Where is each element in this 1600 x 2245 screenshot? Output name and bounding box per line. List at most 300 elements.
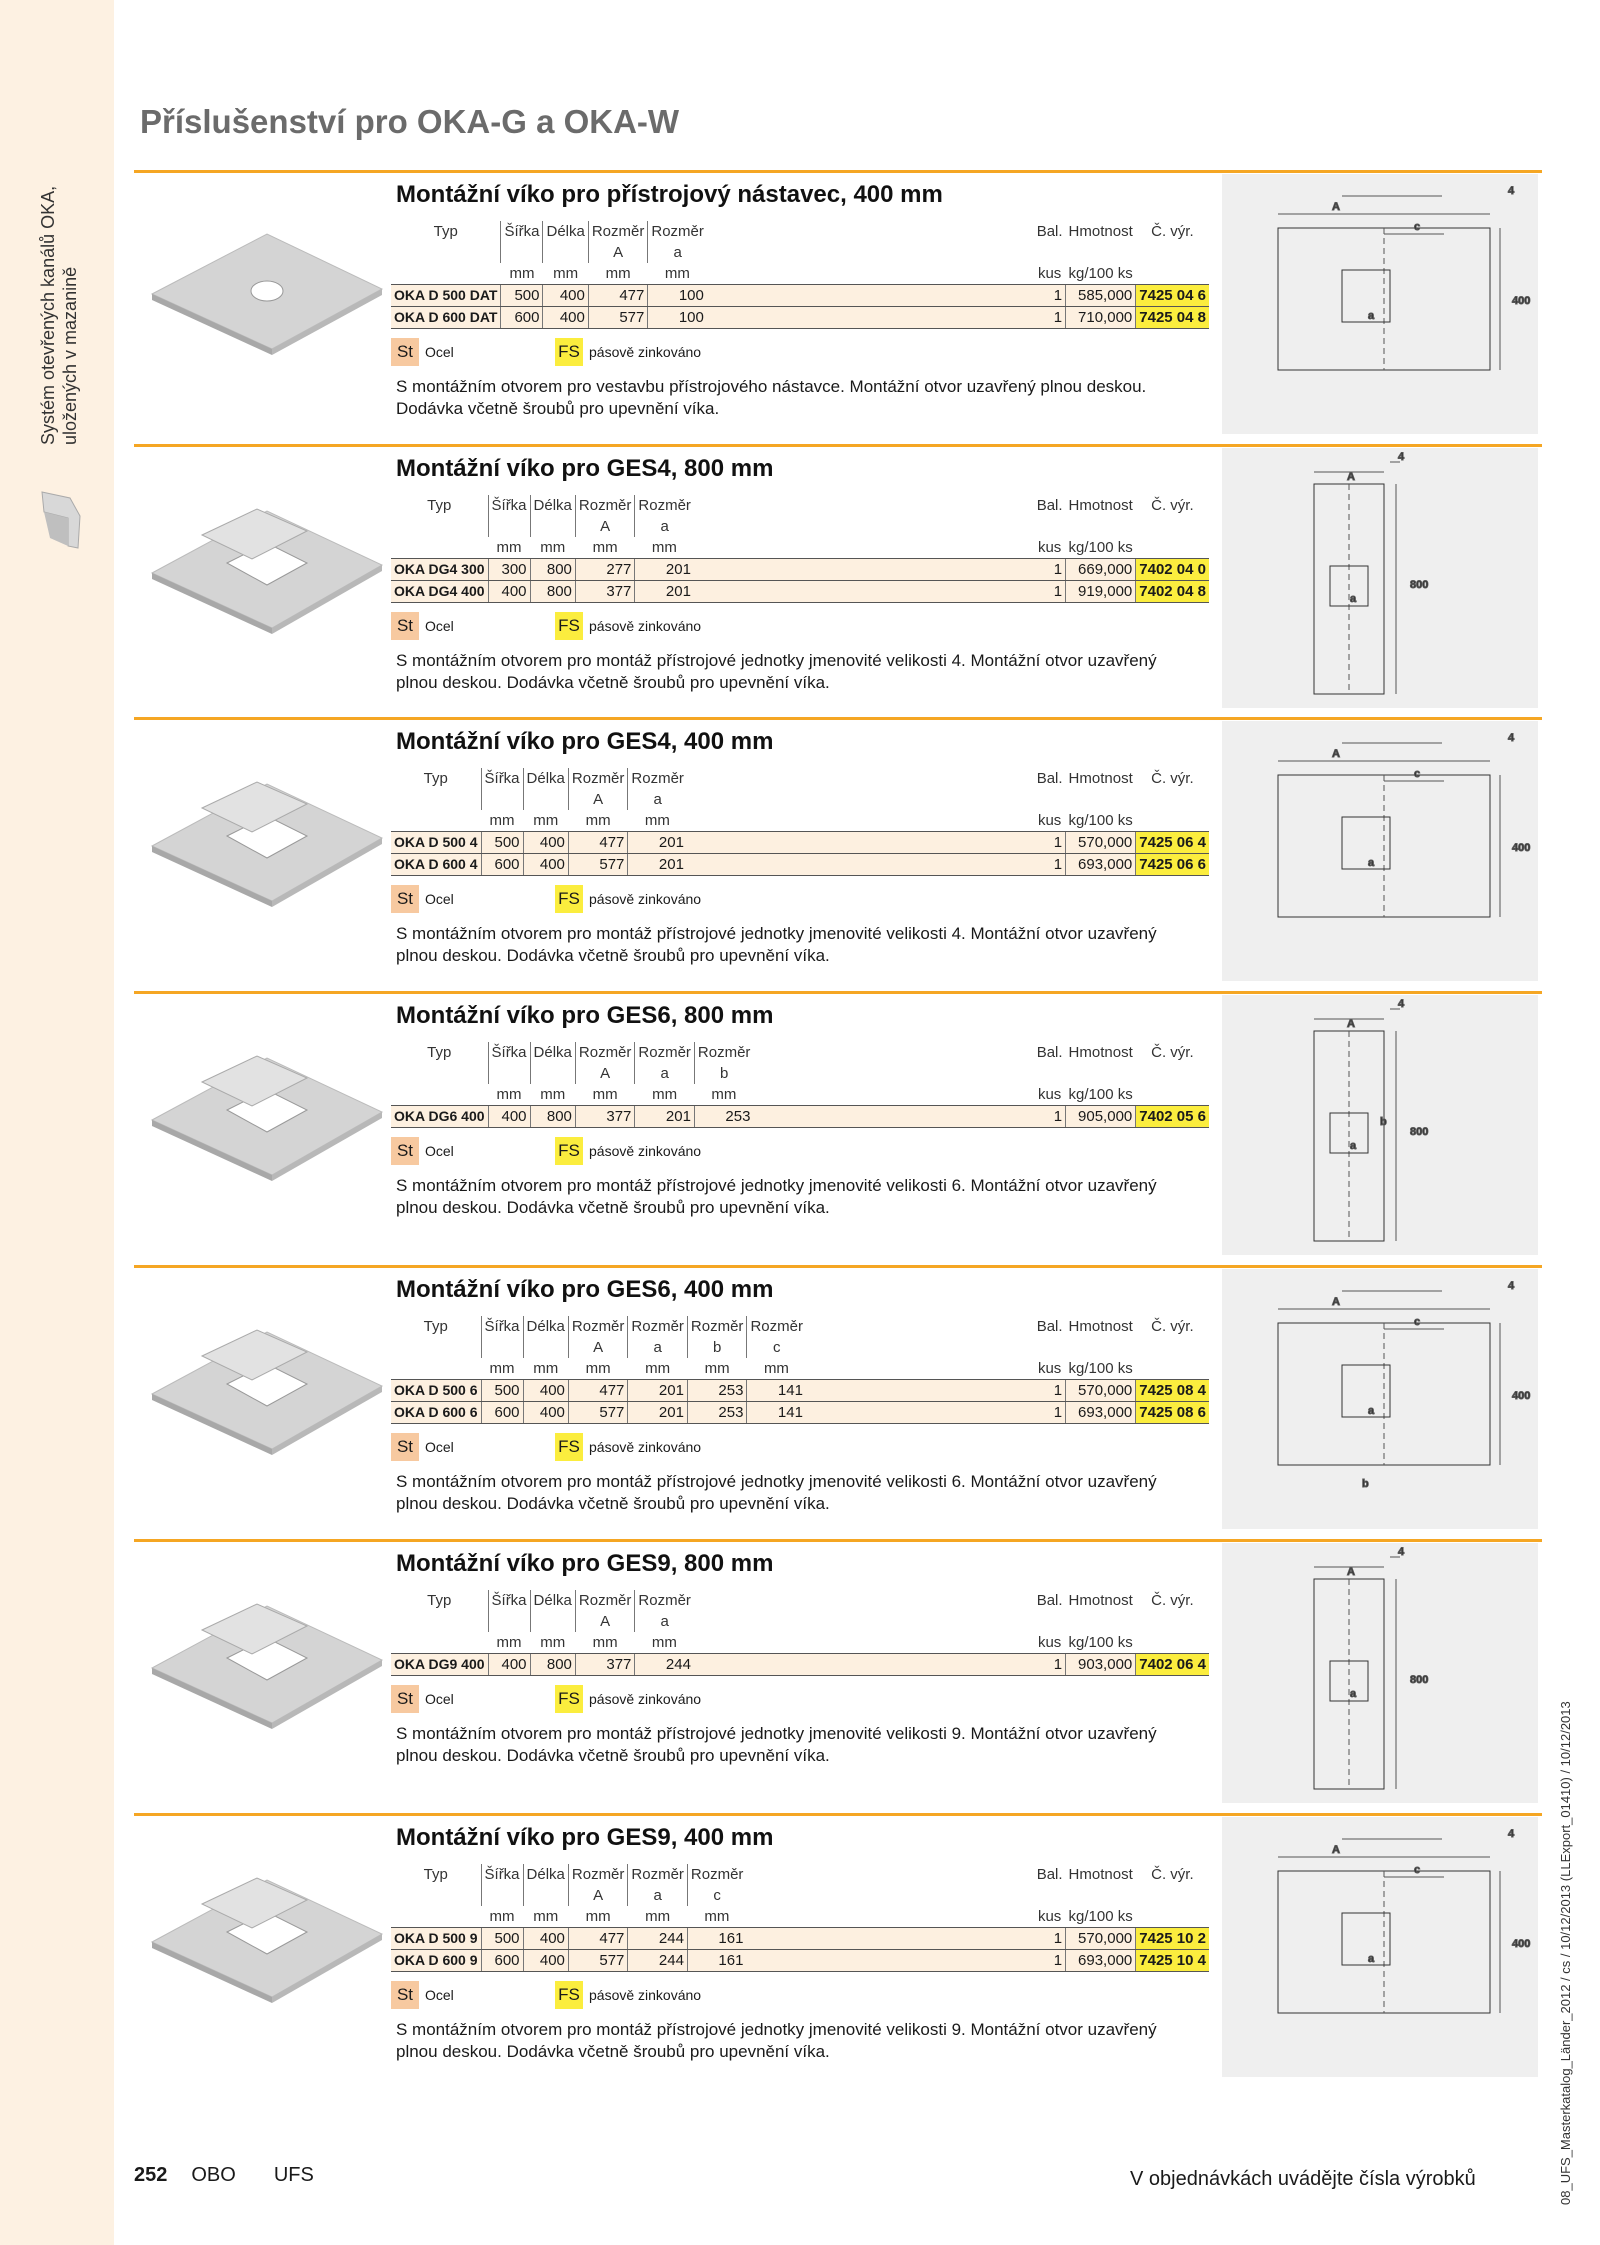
product-description: S montážním otvorem pro montáž přístrojové jednotky jmenovité velikosti 9. Montážní otvor uzavřený plnou deskou. Dodávka včetně šroubů pro upevnění víka. bbox=[396, 1724, 1157, 1765]
finish-code: FS bbox=[555, 885, 583, 913]
blank bbox=[1136, 1632, 1209, 1654]
oka-channel-icon bbox=[40, 488, 82, 552]
col-delka: Délka bbox=[523, 1316, 568, 1337]
blank bbox=[391, 1885, 481, 1906]
dimension-sketch bbox=[1222, 1269, 1538, 1529]
cell-article-number: 7425 04 8 bbox=[1136, 307, 1209, 329]
col-delka: Délka bbox=[543, 221, 588, 242]
unit-mm: mm bbox=[628, 1906, 688, 1928]
cell-dim: 244 bbox=[635, 1654, 694, 1676]
blank bbox=[391, 810, 481, 832]
col-hmotnost: Hmotnost bbox=[1068, 1318, 1133, 1335]
cell-sirka: 600 bbox=[481, 1950, 523, 1972]
table-row bbox=[391, 832, 1209, 854]
cell-dim: 100 bbox=[648, 285, 707, 307]
cell-delka: 400 bbox=[523, 832, 568, 854]
cell-delka: 800 bbox=[530, 559, 575, 581]
dim-letter: a bbox=[628, 1885, 688, 1906]
unit-kus: kus bbox=[1034, 1632, 1066, 1654]
product-section bbox=[134, 717, 1542, 988]
unit-mm: mm bbox=[628, 810, 687, 832]
dim-letter: a bbox=[635, 516, 694, 537]
product-table bbox=[391, 221, 1209, 329]
blank bbox=[1066, 1337, 1136, 1358]
cell-dim: 477 bbox=[568, 832, 628, 854]
cell-bal: 1 bbox=[1034, 581, 1066, 603]
product-section bbox=[134, 991, 1542, 1262]
blank bbox=[1136, 242, 1209, 263]
cell-hmotnost: 919,000 bbox=[1066, 581, 1136, 603]
blank bbox=[694, 537, 1034, 559]
cell-delka: 800 bbox=[530, 1654, 575, 1676]
table-header bbox=[391, 1042, 1209, 1063]
unit-mm: mm bbox=[588, 263, 648, 285]
product-description: S montážním otvorem pro montáž přístrojové jednotky jmenovité velikosti 9. Montážní otvor uzavřený plnou deskou. Dodávka včetně šroubů pro upevnění víka. bbox=[396, 2020, 1157, 2061]
section-title: Montážní víko pro GES9, 400 mm bbox=[396, 1824, 774, 1851]
product-description: S montážním otvorem pro montáž přístrojové jednotky jmenovité velikosti 4. Montážní otvor uzavřený plnou deskou. Dodávka včetně šroubů pro upevnění víka. bbox=[396, 651, 1157, 692]
cell-article-number: 7402 04 0 bbox=[1136, 559, 1209, 581]
drawing-dimension-label: 400 bbox=[1512, 1938, 1531, 1950]
cell-delka: 400 bbox=[523, 854, 568, 876]
col-hmotnost: Hmotnost bbox=[1068, 1044, 1133, 1061]
unit-mm: mm bbox=[530, 1084, 575, 1106]
material-label: Ocel bbox=[425, 618, 454, 634]
blank bbox=[1066, 242, 1136, 263]
cell-dim: 377 bbox=[575, 1106, 635, 1128]
spacer bbox=[806, 1402, 1034, 1424]
blank bbox=[1034, 789, 1066, 810]
cell-hmotnost: 570,000 bbox=[1066, 1928, 1136, 1950]
cell-article-number: 7425 10 4 bbox=[1136, 1950, 1209, 1972]
material-label: Ocel bbox=[425, 1987, 454, 2003]
col-sirka: Šířka bbox=[481, 1864, 523, 1885]
cell-dim: 577 bbox=[588, 307, 648, 329]
table-units bbox=[391, 537, 1209, 559]
table-header-dims bbox=[391, 1063, 1209, 1084]
unit-mm: mm bbox=[575, 537, 635, 559]
cell-dim: 277 bbox=[575, 559, 635, 581]
dim-letter: c bbox=[687, 1885, 746, 1906]
product-photo bbox=[142, 473, 392, 643]
product-table bbox=[391, 495, 1209, 603]
unit-mm: mm bbox=[575, 1632, 635, 1654]
dim-letter: A bbox=[575, 1611, 635, 1632]
finish-label: pásově zinkováno bbox=[589, 891, 702, 907]
sidebar-section-title: Systém otevřených kanálů OKA, uložených v mazanině bbox=[38, 185, 80, 445]
table-row bbox=[391, 559, 1209, 581]
blank bbox=[523, 1337, 568, 1358]
cell-typ: OKA DG4 300 bbox=[391, 559, 488, 581]
finish-code: FS bbox=[555, 1685, 583, 1713]
cell-dim: 253 bbox=[694, 1106, 753, 1128]
blank bbox=[1034, 1611, 1066, 1632]
section-title: Montážní víko pro GES6, 400 mm bbox=[396, 1276, 774, 1303]
cell-article-number: 7402 04 8 bbox=[1136, 581, 1209, 603]
drawing-dimension-label: a bbox=[1368, 1405, 1375, 1417]
drawing-dimension-label: a bbox=[1368, 857, 1375, 869]
blank bbox=[753, 1084, 1033, 1106]
table-row bbox=[391, 581, 1209, 603]
col-sirka: Šířka bbox=[488, 1590, 530, 1611]
table-header bbox=[391, 221, 1209, 242]
blank bbox=[687, 789, 1034, 810]
blank bbox=[481, 789, 523, 810]
material-info bbox=[391, 885, 701, 913]
blank bbox=[1066, 1063, 1136, 1084]
col-cvyr: Č. výr. bbox=[1151, 1318, 1194, 1335]
product-description: S montážním otvorem pro vestavbu přístrojového nástavce. Montážní otvor uzavřený plnou deskou. Dodávka včetně šroubů pro upevnění víka. bbox=[396, 377, 1147, 418]
unit-mm: mm bbox=[568, 1358, 628, 1380]
col-rozmer: Rozměr bbox=[747, 1316, 806, 1337]
product-section bbox=[134, 444, 1542, 715]
cell-article-number: 7425 06 4 bbox=[1136, 832, 1209, 854]
unit-mm: mm bbox=[687, 1906, 746, 1928]
unit-mm: mm bbox=[543, 263, 588, 285]
drawing-dimension-label: 800 bbox=[1410, 1126, 1429, 1138]
col-rozmer: Rozměr bbox=[648, 221, 707, 242]
drawing-dimension-label: 4 bbox=[1398, 451, 1405, 463]
cell-delka: 400 bbox=[523, 1380, 568, 1402]
blank bbox=[1034, 1885, 1066, 1906]
material-label: Ocel bbox=[425, 1439, 454, 1455]
blank bbox=[543, 242, 588, 263]
spacer bbox=[746, 1950, 1033, 1972]
section-title: Montážní víko pro přístrojový nástavec, 400 mm bbox=[396, 181, 943, 208]
table-header bbox=[391, 1864, 1209, 1885]
cell-typ: OKA D 600 DAT bbox=[391, 307, 501, 329]
col-rozmer: Rozměr bbox=[575, 1590, 635, 1611]
section-title: Montážní víko pro GES6, 800 mm bbox=[396, 1002, 774, 1029]
unit-mm: mm bbox=[747, 1358, 806, 1380]
material-info bbox=[391, 1137, 701, 1165]
cell-typ: OKA DG4 400 bbox=[391, 581, 488, 603]
table-row bbox=[391, 1380, 1209, 1402]
finish-label: pásově zinkováno bbox=[589, 1691, 702, 1707]
drawing-dimension-label: c bbox=[1414, 1316, 1421, 1328]
table-header bbox=[391, 495, 1209, 516]
cell-dim: 253 bbox=[687, 1402, 747, 1424]
blank bbox=[481, 1885, 523, 1906]
product-table bbox=[391, 1316, 1209, 1424]
unit-kg: kg/100 ks bbox=[1066, 537, 1136, 559]
product-photo bbox=[142, 199, 392, 369]
cell-typ: OKA D 600 9 bbox=[391, 1950, 481, 1972]
blank bbox=[694, 1632, 1034, 1654]
technical-drawing bbox=[1222, 1269, 1538, 1529]
blank bbox=[687, 810, 1034, 832]
product-section bbox=[134, 1813, 1542, 2084]
cell-article-number: 7402 06 4 bbox=[1136, 1654, 1209, 1676]
technical-drawing bbox=[1222, 1543, 1538, 1803]
product-photo bbox=[142, 1842, 392, 2012]
technical-drawing bbox=[1222, 1817, 1538, 2077]
col-rozmer: Rozměr bbox=[568, 768, 628, 789]
cell-bal: 1 bbox=[1034, 1106, 1066, 1128]
col-rozmer: Rozměr bbox=[694, 1042, 753, 1063]
cell-sirka: 600 bbox=[501, 307, 543, 329]
col-bal: Bal. bbox=[1036, 1592, 1063, 1609]
cell-article-number: 7402 05 6 bbox=[1136, 1106, 1209, 1128]
col-bal: Bal. bbox=[1036, 223, 1063, 240]
spacer bbox=[687, 832, 1034, 854]
blank bbox=[1136, 789, 1209, 810]
blank bbox=[1034, 516, 1066, 537]
blank bbox=[488, 1063, 530, 1084]
unit-mm: mm bbox=[628, 1358, 688, 1380]
col-rozmer: Rozměr bbox=[628, 1316, 688, 1337]
cell-hmotnost: 570,000 bbox=[1066, 1380, 1136, 1402]
cell-typ: OKA D 500 9 bbox=[391, 1928, 481, 1950]
spacer bbox=[806, 1316, 1034, 1337]
spacer bbox=[753, 1042, 1033, 1063]
cell-dim: 244 bbox=[628, 1928, 688, 1950]
dim-letter: a bbox=[628, 789, 687, 810]
col-rozmer: Rozměr bbox=[568, 1316, 628, 1337]
table-header bbox=[391, 1590, 1209, 1611]
unit-kus: kus bbox=[1034, 1084, 1066, 1106]
cell-sirka: 500 bbox=[501, 285, 543, 307]
col-typ: Typ bbox=[427, 1592, 452, 1609]
table-row bbox=[391, 285, 1209, 307]
col-rozmer: Rozměr bbox=[635, 495, 694, 516]
drawing-dimension-label: 4 bbox=[1398, 998, 1405, 1010]
drawing-dimension-label: A bbox=[1332, 1844, 1340, 1856]
cell-dim: 244 bbox=[628, 1950, 688, 1972]
spacer bbox=[746, 1928, 1033, 1950]
section-title: Montážní víko pro GES9, 800 mm bbox=[396, 1550, 774, 1577]
dim-letter: c bbox=[747, 1337, 806, 1358]
table-units bbox=[391, 810, 1209, 832]
col-sirka: Šířka bbox=[488, 495, 530, 516]
cell-sirka: 500 bbox=[481, 1380, 523, 1402]
product-section bbox=[134, 1265, 1542, 1536]
col-hmotnost: Hmotnost bbox=[1068, 1592, 1133, 1609]
drawing-dimension-label: 4 bbox=[1398, 1546, 1405, 1558]
unit-mm: mm bbox=[488, 1632, 530, 1654]
cell-dim: 141 bbox=[747, 1380, 806, 1402]
blank bbox=[694, 1611, 1034, 1632]
catalog-export-info: 08_UFS_Masterkatalog_Länder_2012 / cs / 10/12/2013 (LLExport_01410) / 10/12/2013 bbox=[1558, 1701, 1573, 2205]
blank bbox=[1136, 1906, 1209, 1928]
drawing-dimension-label: c bbox=[1414, 1864, 1421, 1876]
table-row bbox=[391, 1950, 1209, 1972]
cell-dim: 477 bbox=[568, 1928, 628, 1950]
spacer bbox=[707, 285, 1034, 307]
product-description: S montážním otvorem pro montáž přístrojové jednotky jmenovité velikosti 4. Montážní otvor uzavřený plnou deskou. Dodávka včetně šroubů pro upevnění víka. bbox=[396, 924, 1157, 965]
spacer bbox=[806, 1380, 1034, 1402]
blank bbox=[1034, 1063, 1066, 1084]
col-rozmer: Rozměr bbox=[628, 768, 687, 789]
dim-letter: b bbox=[694, 1063, 753, 1084]
col-rozmer: Rozměr bbox=[575, 1042, 635, 1063]
blank bbox=[391, 1337, 481, 1358]
cell-bal: 1 bbox=[1034, 307, 1066, 329]
unit-mm: mm bbox=[568, 1906, 628, 1928]
col-delka: Délka bbox=[530, 1042, 575, 1063]
cell-typ: OKA D 600 6 bbox=[391, 1402, 481, 1424]
table-header-dims bbox=[391, 1885, 1209, 1906]
cell-dim: 577 bbox=[568, 854, 628, 876]
dimension-sketch bbox=[1222, 995, 1538, 1255]
spacer bbox=[753, 1106, 1033, 1128]
spacer bbox=[694, 1590, 1034, 1611]
dim-letter: b bbox=[687, 1337, 747, 1358]
cell-delka: 400 bbox=[523, 1950, 568, 1972]
technical-drawing bbox=[1222, 174, 1538, 434]
drawing-dimension-label: 4 bbox=[1508, 1280, 1515, 1292]
cell-bal: 1 bbox=[1034, 1950, 1066, 1972]
cell-article-number: 7425 08 6 bbox=[1136, 1402, 1209, 1424]
drawing-dimension-label: 4 bbox=[1508, 732, 1515, 744]
blank bbox=[501, 242, 543, 263]
product-photo bbox=[142, 1294, 392, 1464]
cell-dim: 253 bbox=[687, 1380, 747, 1402]
finish-label: pásově zinkováno bbox=[589, 1987, 702, 2003]
col-typ: Typ bbox=[423, 770, 448, 787]
cell-bal: 1 bbox=[1034, 285, 1066, 307]
table-row bbox=[391, 1106, 1209, 1128]
unit-mm: mm bbox=[635, 1632, 694, 1654]
material-info bbox=[391, 1433, 701, 1461]
cell-typ: OKA D 600 4 bbox=[391, 854, 481, 876]
finish-label: pásově zinkováno bbox=[589, 618, 702, 634]
spacer bbox=[746, 1864, 1033, 1885]
technical-drawing bbox=[1222, 721, 1538, 981]
dimension-sketch bbox=[1222, 448, 1538, 708]
col-cvyr: Č. výr. bbox=[1151, 223, 1194, 240]
col-rozmer: Rozměr bbox=[635, 1590, 694, 1611]
blank bbox=[391, 1358, 481, 1380]
cell-dim: 100 bbox=[648, 307, 707, 329]
blank bbox=[481, 1337, 523, 1358]
cell-dim: 477 bbox=[568, 1380, 628, 1402]
cell-typ: OKA DG9 400 bbox=[391, 1654, 488, 1676]
dim-letter: A bbox=[568, 1337, 628, 1358]
dim-letter: a bbox=[648, 242, 707, 263]
blank bbox=[1136, 263, 1209, 285]
blank bbox=[746, 1885, 1033, 1906]
unit-mm: mm bbox=[481, 1358, 523, 1380]
product-table bbox=[391, 768, 1209, 876]
dimension-sketch bbox=[1222, 1817, 1538, 2077]
cell-article-number: 7425 04 6 bbox=[1136, 285, 1209, 307]
cell-delka: 800 bbox=[530, 581, 575, 603]
drawing-dimension-label: a bbox=[1350, 1140, 1357, 1152]
section-title: Montážní víko pro GES4, 800 mm bbox=[396, 455, 774, 482]
product-photo bbox=[142, 1020, 392, 1190]
cell-dim: 201 bbox=[635, 581, 694, 603]
dim-letter: A bbox=[568, 789, 628, 810]
cell-bal: 1 bbox=[1034, 1380, 1066, 1402]
unit-mm: mm bbox=[488, 1084, 530, 1106]
product-section bbox=[134, 170, 1542, 441]
section-code: UFS bbox=[273, 2164, 314, 2186]
blank bbox=[806, 1337, 1034, 1358]
col-bal: Bal. bbox=[1036, 770, 1063, 787]
unit-kus: kus bbox=[1034, 810, 1066, 832]
unit-kus: kus bbox=[1034, 263, 1066, 285]
cell-hmotnost: 693,000 bbox=[1066, 1950, 1136, 1972]
col-hmotnost: Hmotnost bbox=[1068, 497, 1133, 514]
cell-hmotnost: 693,000 bbox=[1066, 854, 1136, 876]
product-table bbox=[391, 1864, 1209, 1972]
col-hmotnost: Hmotnost bbox=[1068, 1866, 1133, 1883]
blank bbox=[391, 537, 488, 559]
drawing-dimension-label: 4 bbox=[1508, 1828, 1515, 1840]
col-cvyr: Č. výr. bbox=[1151, 770, 1194, 787]
col-delka: Délka bbox=[523, 768, 568, 789]
material-label: Ocel bbox=[425, 891, 454, 907]
blank bbox=[391, 1063, 488, 1084]
cell-typ: OKA DG6 400 bbox=[391, 1106, 488, 1128]
drawing-dimension-label: a bbox=[1350, 593, 1357, 605]
product-photo bbox=[142, 746, 392, 916]
unit-mm: mm bbox=[488, 537, 530, 559]
cell-hmotnost: 669,000 bbox=[1066, 559, 1136, 581]
cell-hmotnost: 570,000 bbox=[1066, 832, 1136, 854]
blank bbox=[1136, 516, 1209, 537]
order-note: V objednávkách uvádějte čísla výrobků bbox=[1130, 2168, 1476, 2190]
unit-mm: mm bbox=[530, 1632, 575, 1654]
col-bal: Bal. bbox=[1036, 1866, 1063, 1883]
cell-delka: 400 bbox=[523, 1402, 568, 1424]
spacer bbox=[694, 559, 1034, 581]
material-info bbox=[391, 338, 701, 366]
blank bbox=[391, 1632, 488, 1654]
material-code: St bbox=[391, 1685, 419, 1713]
drawing-dimension-label: c bbox=[1414, 221, 1421, 233]
cell-sirka: 500 bbox=[481, 832, 523, 854]
footer-left bbox=[134, 2164, 352, 2187]
material-label: Ocel bbox=[425, 1143, 454, 1159]
spacer bbox=[694, 1654, 1034, 1676]
blank bbox=[806, 1358, 1034, 1380]
unit-mm: mm bbox=[635, 1084, 695, 1106]
blank bbox=[488, 516, 530, 537]
brand-name: OBO bbox=[191, 2164, 236, 2186]
col-rozmer: Rozměr bbox=[568, 1864, 628, 1885]
drawing-dimension-label: c bbox=[1414, 768, 1421, 780]
material-info bbox=[391, 1981, 701, 2009]
cell-bal: 1 bbox=[1034, 1402, 1066, 1424]
cell-dim: 201 bbox=[628, 832, 687, 854]
cell-article-number: 7425 08 4 bbox=[1136, 1380, 1209, 1402]
col-hmotnost: Hmotnost bbox=[1068, 770, 1133, 787]
cell-hmotnost: 905,000 bbox=[1066, 1106, 1136, 1128]
col-rozmer: Rozměr bbox=[687, 1864, 746, 1885]
cell-article-number: 7425 10 2 bbox=[1136, 1928, 1209, 1950]
cell-delka: 400 bbox=[543, 307, 588, 329]
table-units bbox=[391, 263, 1209, 285]
unit-kg: kg/100 ks bbox=[1066, 1632, 1136, 1654]
drawing-dimension-label: 4 bbox=[1508, 185, 1515, 197]
unit-mm: mm bbox=[575, 1084, 635, 1106]
material-info bbox=[391, 612, 701, 640]
cell-bal: 1 bbox=[1034, 559, 1066, 581]
cell-dim: 201 bbox=[628, 1380, 688, 1402]
material-code: St bbox=[391, 1433, 419, 1461]
cell-dim: 161 bbox=[687, 1928, 746, 1950]
table-header-dims bbox=[391, 1611, 1209, 1632]
cell-dim: 201 bbox=[628, 1402, 688, 1424]
blank bbox=[391, 789, 481, 810]
blank bbox=[753, 1063, 1033, 1084]
finish-code: FS bbox=[555, 1137, 583, 1165]
table-units bbox=[391, 1084, 1209, 1106]
drawing-dimension-label: a bbox=[1368, 1953, 1375, 1965]
drawing-dimension-label: 400 bbox=[1512, 295, 1531, 307]
blank bbox=[1136, 1611, 1209, 1632]
